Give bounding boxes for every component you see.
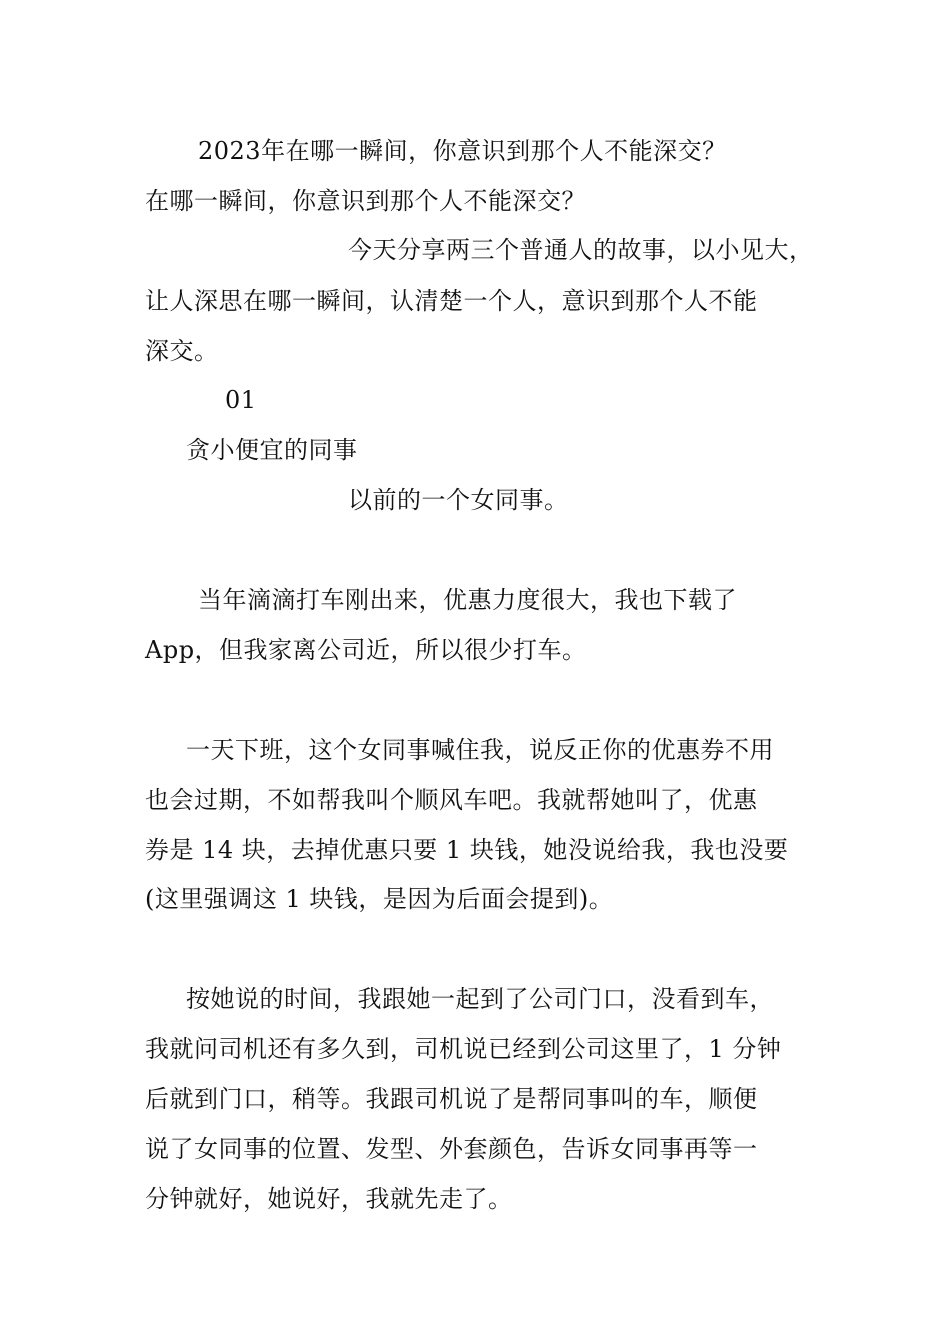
paragraph-1: 以前的一个女同事。: [348, 486, 569, 514]
paragraph-2-line-1: 当年滴滴打车刚出来，优惠力度很大，我也下载了: [198, 586, 737, 614]
paragraph-3-line-1: 一天下班，这个女同事喊住我，说反正你的优惠券不用: [186, 736, 774, 764]
paragraph-3-line-2: 也会过期，不如帮我叫个顺风车吧。我就帮她叫了，优惠: [145, 786, 758, 814]
intro-line-3: 深交。: [145, 337, 219, 365]
document-subtitle: 在哪一瞬间，你意识到那个人不能深交？: [145, 187, 586, 215]
paragraph-4-line-4: 说了女同事的位置、发型、外套颜色，告诉女同事再等一: [145, 1135, 758, 1163]
paragraph-3-line-3: 券是 14 块，去掉优惠只要 1 块钱，她没说给我，我也没要: [145, 836, 789, 864]
paragraph-4-line-1: 按她说的时间，我跟她一起到了公司门口，没看到车，: [186, 985, 774, 1013]
paragraph-2-line-2: App，但我家离公司近，所以很少打车。: [145, 636, 587, 664]
intro-line-2: 让人深思在哪一瞬间，认清楚一个人，意识到那个人不能: [145, 287, 758, 315]
paragraph-4-line-2: 我就问司机还有多久到，司机说已经到公司这里了，1 分钟: [145, 1035, 782, 1063]
paragraph-4-line-3: 后就到门口，稍等。我跟司机说了是帮同事叫的车，顺便: [145, 1085, 758, 1113]
paragraph-4-line-5: 分钟就好，她说好，我就先走了。: [145, 1185, 513, 1213]
intro-line-1: 今天分享两三个普通人的故事，以小见大，: [348, 236, 814, 264]
paragraph-3-line-4: (这里强调这 1 块钱，是因为后面会提到)。: [145, 885, 614, 913]
section-title: 贪小便宜的同事: [186, 436, 358, 464]
section-number: 01: [225, 386, 257, 414]
document-title: 2023年在哪一瞬间，你意识到那个人不能深交？: [198, 137, 727, 165]
